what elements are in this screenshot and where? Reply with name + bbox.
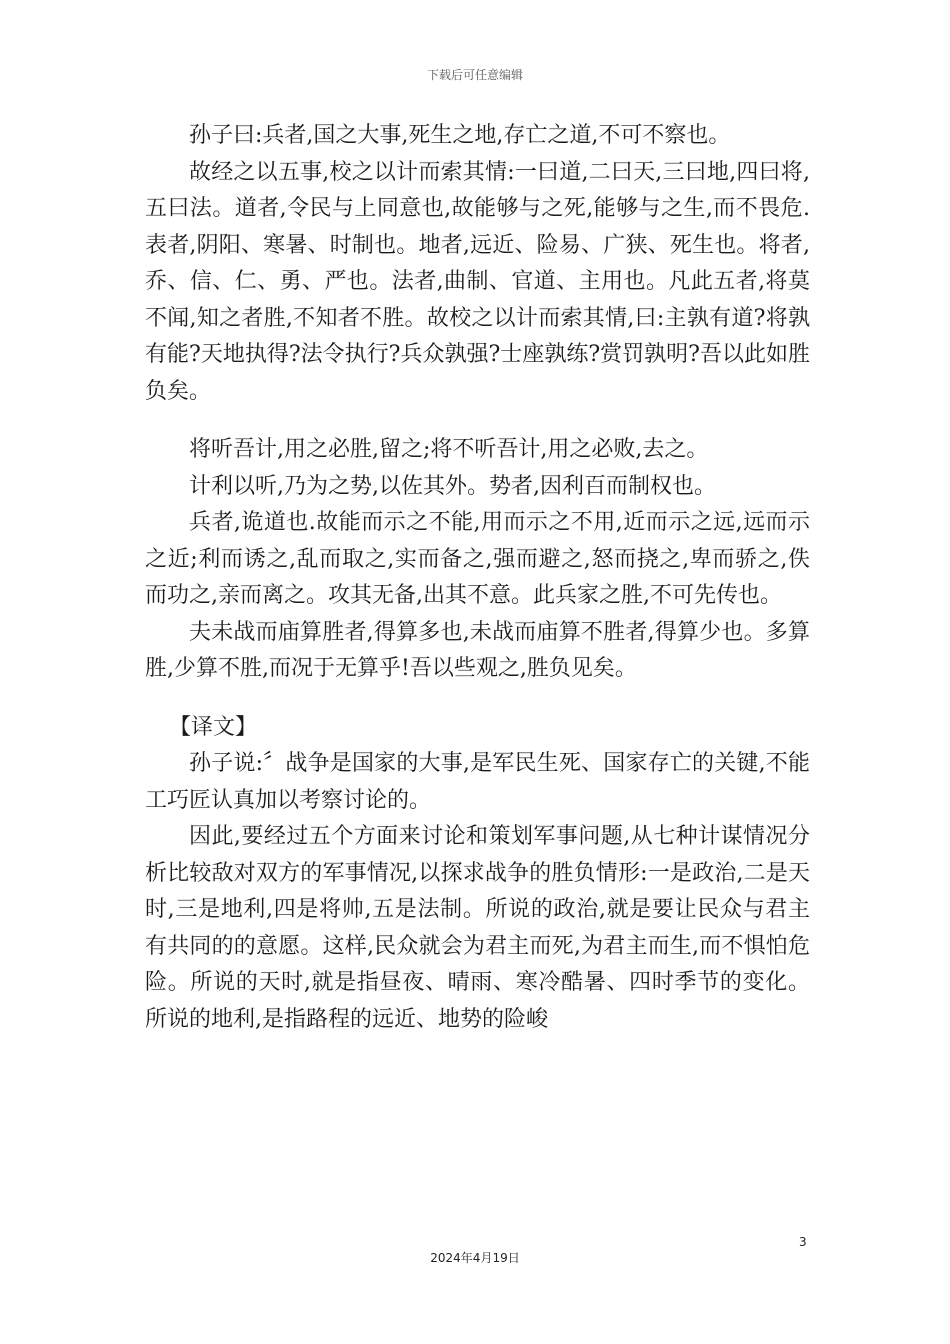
paragraph-5: 兵者,诡道也.故能而示之不能,用而示之不用,近而示之远,远而示之近;利而诱之,乱而取之,实而备之,强而避之,怒而挠之,卑而骄之,佚而功之,亲而离之。攻其无备,出其不意。此兵家之胜,不可先传也。 bbox=[145, 510, 810, 608]
paragraph-8: 因此,要经过五个方面来讨论和策划军事问题,从七种计谋情况分析比较敌对双方的军事情况,以探求战争的胜负情形:一是政治,二是天时,三是地利,四是将帅,五是法制。所说的政治,就是要让民众与君主有共同的的意愿。这样,民众就会为君主而死,为君主而生,而不惧怕危险。所说的天时,就是指昼夜、晴雨、寒冷酷暑、四时季节的变化。所说的地利,是指路程的远近、地势的险峻 bbox=[145, 824, 810, 1032]
page-header: 下载后可任意编辑 bbox=[426, 68, 523, 82]
document-body bbox=[145, 118, 810, 1038]
paragraph-4: 计利以听,乃为之势,以佐其外。势者,因利百而制权也。 bbox=[189, 473, 716, 499]
translation-heading: 【译文】 bbox=[169, 714, 258, 740]
footer-date: 2024年4月19日 bbox=[430, 1251, 520, 1265]
paragraph-7: 孙子说:〞战争是国家的大事,是军民生死、国家存亡的关键,不能工巧匠认真加以考察讨论的。 bbox=[145, 751, 810, 813]
paragraph-1: 孙子曰:兵者,国之大事,死生之地,存亡之道,不可不察也。 bbox=[189, 123, 731, 148]
paragraph-3: 将听吾计,用之必胜,留之;将不听吾计,用之必败,去之。 bbox=[189, 437, 709, 462]
paragraph-2: 故经之以五事,校之以计而索其情:一曰道,二曰天,三曰地,四曰将,五曰法。道者,令民与上同意也,故能够与之死,能够与之生,而不畏危.表者,阴阳、寒暑、时制也。地者,远近、险易、广狭、死生也。将者,乔、信、仁、勇、严也。法者,曲制、官道、主用也。凡此五者,将莫不闻,知之者胜,不知者不胜。故校之以计而索其情,曰:主孰有道?将孰有能?天地执得?法令执行?兵众孰强?士座孰练?赏罚孰明?吾以此如胜负矣。 bbox=[145, 159, 810, 404]
paragraph-6: 夫未战而庙算胜者,得算多也,未战而庙算不胜者,得算少也。多算胜,少算不胜,而况于无算乎!吾以些观之,胜负见矣。 bbox=[145, 619, 810, 681]
page-number: 3 bbox=[799, 1235, 807, 1249]
